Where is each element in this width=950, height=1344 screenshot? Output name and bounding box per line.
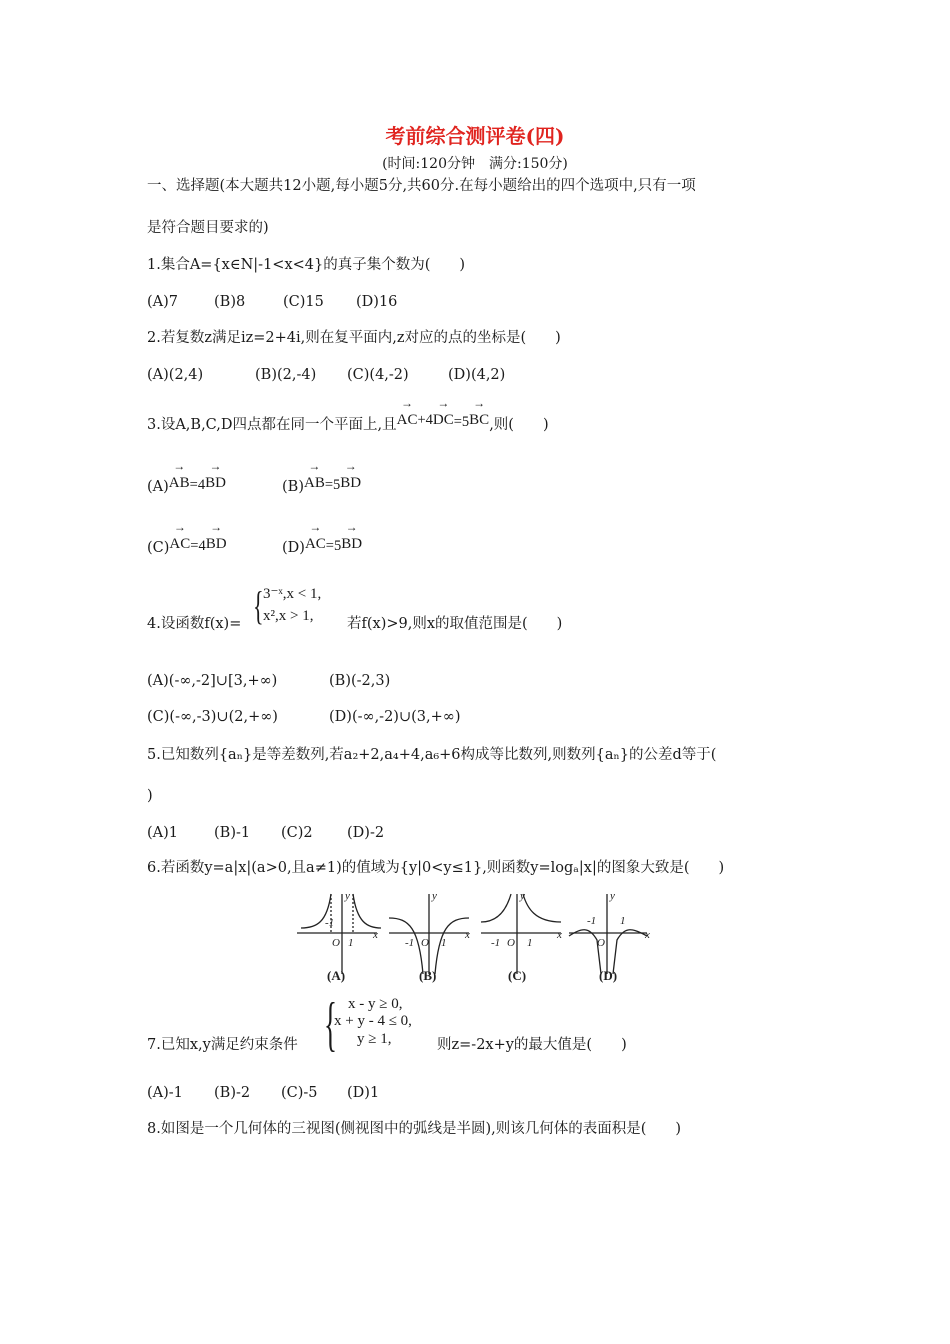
q7-option-d: (D)1 [347,1085,380,1101]
page-title: 考前综合测评卷(四) [385,124,565,148]
q8-stem: 8.如图是一个几何体的三视图(侧视图中的弧线是半圆),则该几何体的表面积是( ) [147,1121,682,1137]
q6-caption-d: (D) [599,968,618,983]
q3-vector-1: → AC [397,411,418,429]
q3-stem [147,412,549,434]
q6-graph-a-label-x: x [373,929,378,941]
q3-option-c-label: (C) [147,540,170,556]
q3-option-c-vector-2: → BD [206,535,227,553]
q6-graph-a-label-o: O [332,937,340,949]
q3-option-a [147,475,226,496]
q3-option-b-label: (B) [282,479,304,495]
q3-option-d-operator: =5 [325,538,342,554]
q6-graphs [295,888,657,986]
q3-option-d-vector-2: → BD [341,535,362,553]
q4-option-a: (A)(-∞,-2]∪[3,+∞) [147,673,278,689]
q2-option-c: (C)(4,-2) [347,367,409,383]
q3-option-b-vector-1: → AB [304,474,325,492]
q6-graph-b-label-x: x [465,929,470,941]
q6-graph-c [481,894,561,974]
q3-option-d-vector-1: → AC [305,535,326,553]
q4-case-2: x²,x > 1, [263,608,314,624]
q6-graph-d-label-o: O [597,937,605,949]
q7-brace: { [324,991,337,1057]
q3-option-c-vector-1: → AC [169,535,190,553]
q6-graph-b-label-1: 1 [441,937,447,949]
q7-option-c: (C)-5 [281,1085,318,1101]
q1-option-c: (C)15 [283,294,324,310]
q1-option-d: (D)16 [356,294,398,310]
q4-option-d: (D)(-∞,-2)∪(3,+∞) [329,709,461,725]
q3-option-a-vector-1: → AB [169,474,190,492]
q1-option-a: (A)7 [147,294,179,310]
q6-graph-b-label-o: O [421,937,429,949]
q3-operator-1: +4 [417,412,433,428]
q6-graph-c-label-1: 1 [527,937,533,949]
q3-prefix: 3.设A,B,C,D四点都在同一个平面上,且 [147,417,397,433]
q6-graph-c-label-neg1: -1 [491,937,501,949]
q5-option-b: (B)-1 [214,825,251,841]
q6-graph-d [569,894,647,974]
q6-graph-d-label-neg1: -1 [587,915,597,927]
q3-option-a-operator: =4 [189,477,206,493]
q7-suffix: 则z=-2x+y的最大值是( ) [437,1037,627,1053]
q4-option-c: (C)(-∞,-3)∪(2,+∞) [147,709,278,725]
q5-option-d: (D)-2 [347,825,385,841]
q3-operator-2: =5 [453,414,470,430]
q3-option-d [282,536,363,557]
q6-graph-b-label-y: y [432,890,437,902]
q1-stem: 1.集合A={x∈N|-1<x<4}的真子集个数为( ) [147,257,466,273]
q3-suffix: ,则( ) [489,417,549,433]
q6-graph-a-label-neg1: -1 [325,917,335,929]
q6-graph-a [297,894,381,974]
q6-graph-c-label-o: O [507,937,515,949]
q6-graph-d-label-1: 1 [620,915,626,927]
q2-option-d: (D)(4,2) [448,367,506,383]
q6-graph-b-label-neg1: -1 [405,937,415,949]
q1-option-b: (B)8 [214,294,246,310]
q4-suffix: 若f(x)>9,则x的取值范围是( ) [347,616,563,632]
q6-graph-a-label-1: 1 [348,937,354,949]
q7-constraint-1: x - y ≥ 0, [348,996,403,1012]
q3-option-a-label: (A) [147,479,169,495]
q4-case-1: 3⁻ˣ,x < 1, [263,586,322,602]
q5-stem-continued: ) [147,788,153,804]
q3-vector-2: → DC [433,411,454,429]
exam-info: (时间:120分钟 满分:150分) [382,156,568,172]
q6-graph-a-label-y: y [345,890,350,902]
q2-option-a: (A)(2,4) [147,367,204,383]
q2-option-b: (B)(2,-4) [255,367,317,383]
q6-stem: 6.若函数y=a|x|(a>0,且a≠1)的值域为{y|0<y≤1},则函数y=logₐ|x|的图象大致是( ) [147,860,725,876]
q3-option-c-operator: =4 [190,538,206,554]
q4-brace: { [253,583,264,628]
q5-option-a: (A)1 [147,825,179,841]
q3-option-b-operator: =5 [324,477,341,493]
q3-option-d-label: (D) [282,540,305,556]
q5-stem: 5.已知数列{aₙ}是等差数列,若a₂+2,a₄+4,a₆+6构成等比数列,则数列{aₙ}的公差d等于( [147,747,717,763]
section-heading-line2: 是符合题目要求的) [147,220,269,236]
q6-graph-b [389,894,469,974]
q3-option-c [147,536,227,557]
q3-option-b [282,475,362,496]
section-heading-line1: 一、选择题(本大题共12小题,每小题5分,共60分.在每小题给出的四个选项中,只有一项 [147,178,696,194]
q3-vector-3: → BC [469,411,489,429]
q4-prefix: 4.设函数f(x)= [147,616,242,632]
q6-graph-d-label-x: x [645,929,650,941]
q3-option-a-vector-2: → BD [205,474,226,492]
q6-graph-d-label-y: y [610,890,615,902]
q2-stem: 2.若复数z满足iz=2+4i,则在复平面内,z对应的点的坐标是( ) [147,330,561,346]
q7-prefix: 7.已知x,y满足约束条件 [147,1037,298,1053]
q6-graph-c-label-x: x [557,929,562,941]
q7-option-a: (A)-1 [147,1085,183,1101]
q7-constraint-2: x + y - 4 ≤ 0, [334,1013,412,1029]
q3-option-b-vector-2: → BD [340,474,361,492]
q7-constraint-3: y ≥ 1, [357,1031,392,1047]
q6-caption-a: (A) [327,968,346,983]
q7-option-b: (B)-2 [214,1085,251,1101]
q5-option-c: (C)2 [281,825,313,841]
q6-caption-b: (B) [419,968,437,983]
q6-graph-c-label-y: y [520,890,525,902]
q6-caption-c: (C) [508,968,527,983]
q4-option-b: (B)(-2,3) [329,673,391,689]
